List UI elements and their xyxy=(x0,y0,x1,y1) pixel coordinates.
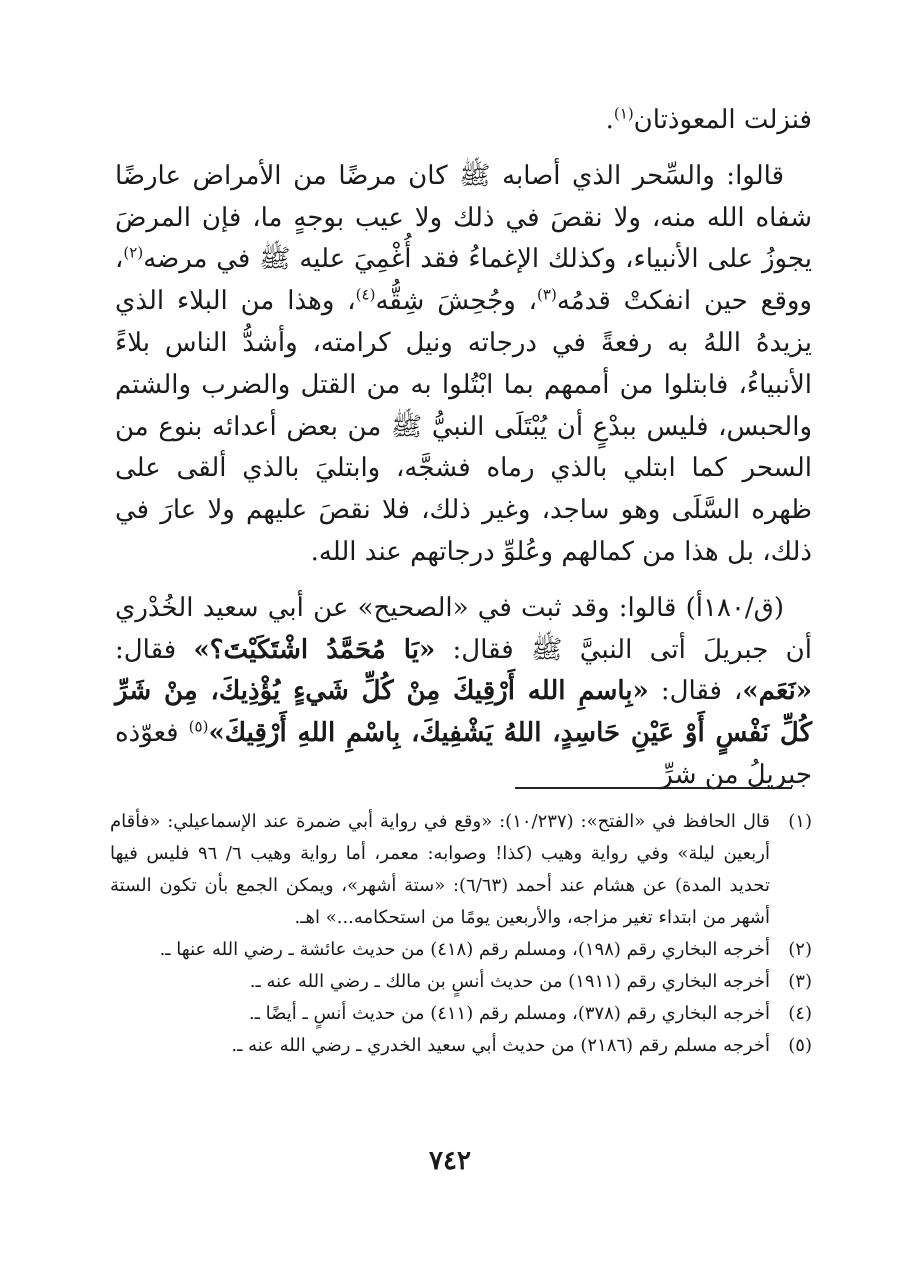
footnote-ref-5[interactable]: (٥) xyxy=(188,717,209,736)
footnote-ref-2[interactable]: (٢) xyxy=(123,243,144,262)
footnote-1 xyxy=(110,806,812,934)
footnote-5 xyxy=(110,1030,812,1062)
paragraph-1-text: فنزلت المعوذتان xyxy=(633,105,812,135)
paragraph-2-part-1: قالوا: والسِّحر الذي أصابه ﷺ كان مرضًا من الأمراض عارضًا شفاه الله منه، ولا نقصَ في ذلك ولا عيب بوجهٍ ما، فإن المرضَ يجوزُ على الأنبياء، وكذلك الإغماءُ فقد أُغْمِيَ عليه ﷺ في مرضه xyxy=(115,160,812,275)
footnote-number: (٥) xyxy=(788,1035,812,1056)
footnote-number: (١) xyxy=(788,811,812,832)
paragraph-2-part-4: ، وهذا من البلاء الذي يزيدهُ اللهُ به رفعةً في درجاته ونيل كرامته، وأشدُّ الناس بلاءً الأنبياءُ، فابتلوا من أممهم بما ابْتُلوا به من القتل والضرب والشتم والحبس، فليس ببدْعٍ أن يُبْتَلَى النبيُّ ﷺ من بعض أعدائه بنوع من السحر كما ابتلي بالذي رماه فشجَّه، وابتليَ بالذي ألقى على ظهره السَّلَى وهو ساجد، وغير ذلك، فلا نقصَ عليهم ولا عارَ في ذلك، بل هذا من كمالهم وعُلوِّ درجاتهم عند الله. xyxy=(115,286,812,567)
paragraph-2-part-3: ، وجُحِشَ شِقُّه xyxy=(375,286,538,317)
footnote-ref-4[interactable]: (٤) xyxy=(355,285,376,304)
footnote-ref-3[interactable]: (٣) xyxy=(537,285,557,304)
paragraph-1-end: . xyxy=(605,105,614,135)
paragraph-3-part-4: فعوّذه جبريلُ من شرِّ xyxy=(115,718,812,790)
paragraph-1 xyxy=(115,100,812,142)
hadith-quote-1: «يَا مُحَمَّدُ اشْتَكَيْتَ؟» xyxy=(193,634,436,665)
footnote-ref-1[interactable]: (١) xyxy=(613,104,634,123)
footnote-separator xyxy=(515,787,792,789)
footnote-text: أخرجه البخاري رقم (١٩٨)، ومسلم رقم (٤١٨) من حديث عائشة ـ رضي الله عنها ـ. xyxy=(159,939,770,960)
hadith-quote-2: «نَعَم» xyxy=(742,676,812,707)
main-text xyxy=(115,100,812,797)
paragraph-gap xyxy=(115,574,812,588)
paragraph-3-part-2: فقال: xyxy=(115,634,194,665)
footnote-text: أخرجه البخاري رقم (٣٧٨)، ومسلم رقم (٤١١) من حديث أنسٍ ـ أيضًا ـ. xyxy=(248,1003,770,1024)
footnote-4 xyxy=(110,998,812,1030)
paragraph-3-part-3: ، فقال: xyxy=(648,676,743,707)
footnote-text: قال الحافظ في «الفتح»: (١٠/٢٣٧): «وقع في رواية أبي ضمرة عند الإسماعيلي: «فأقام أربعين ليلة» وفي رواية وهيب (كذا! وصوابه: معمر، أما رواية وهيب ٦/ ٩٦ فليس فيها تحديد المدة) عن هشام عند أحمد (٦/٦٣): «ستة أشهر»، ويمكن الجمع بأن تكون الستة أشهر من ابتداء تغير مزاجه، والأربعين يومًا من استحكامه...» اهـ. xyxy=(110,811,770,928)
footnote-text: أخرجه البخاري رقم (١٩١١) من حديث أنسٍ بن مالك ـ رضي الله عنه ـ. xyxy=(249,971,770,992)
footnotes xyxy=(110,806,812,1062)
footnote-text: أخرجه مسلم رقم (٢١٨٦) من حديث أبي سعيد الخدري ـ رضي الله عنه ـ. xyxy=(231,1035,770,1056)
paragraph-3 xyxy=(115,588,812,797)
paragraph-2-part-2: ، ووقع حين انفكتْ قدمُه xyxy=(115,244,812,317)
page-number: ٧٤٢ xyxy=(429,1146,471,1176)
paragraph-2 xyxy=(115,156,812,574)
footnote-3 xyxy=(110,966,812,998)
footnote-number: (٤) xyxy=(788,1003,812,1024)
paragraph-gap xyxy=(115,142,812,156)
footnote-2 xyxy=(110,934,812,966)
hadith-quote-3: «بِاسمِ الله أَرْقِيكَ مِنْ كُلِّ شَيءٍ يُؤْذِيكَ، مِنْ شَرِّ كُلِّ نَفْسٍ أَوْ عَيْنِ حَاسِدٍ، اللهُ يَشْفِيكَ، بِاسْمِ اللهِ أَرْقِيكَ» xyxy=(115,676,812,749)
paragraph-3-part-1: (ق/١٨٠أ) قالوا: وقد ثبت في «الصحيح» عن أبي سعيد الخُدْري أن جبريلَ أتى النبيَّ ﷺ فقال: xyxy=(115,592,812,665)
footnote-number: (٢) xyxy=(788,939,812,960)
footnote-number: (٣) xyxy=(788,971,812,992)
